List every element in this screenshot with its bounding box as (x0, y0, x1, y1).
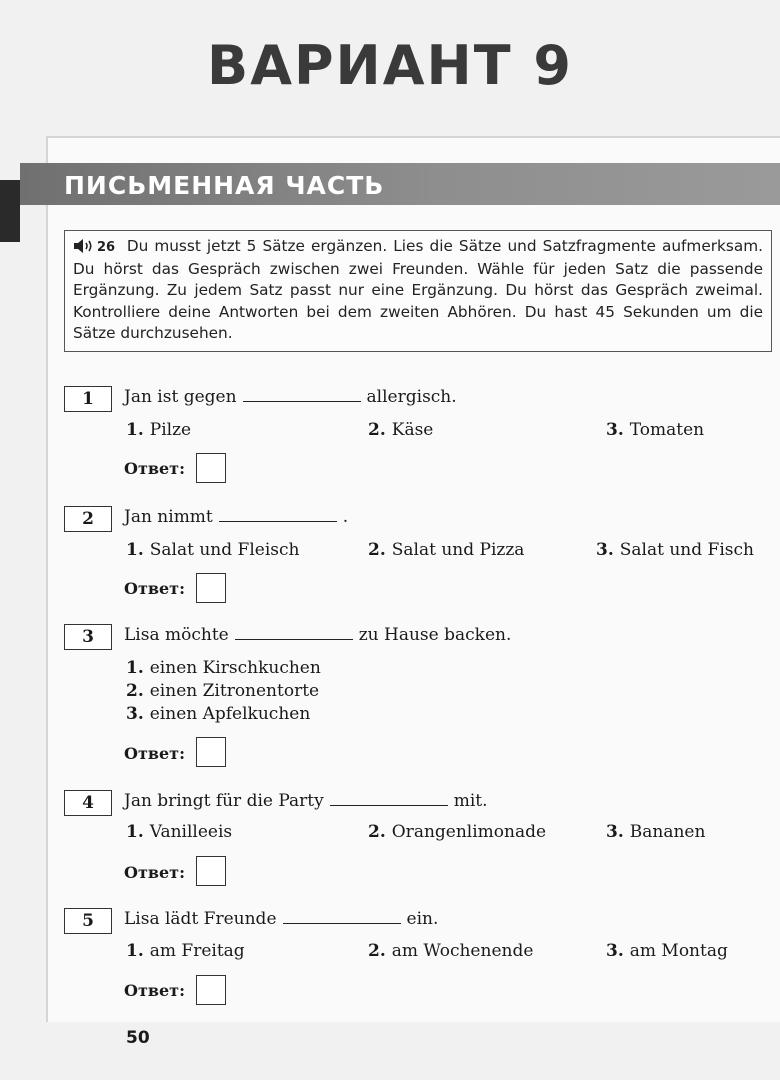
sentence-start: Lisa möchte (124, 625, 229, 645)
option-2: 2. Salat und Pizza (368, 540, 525, 560)
sentence-start: Lisa lädt Freunde (124, 909, 277, 929)
answer-blank (330, 791, 448, 806)
question-sentence (124, 507, 348, 527)
audio-track-number: 26 (97, 240, 116, 255)
answer-label: Ответ: (124, 744, 185, 763)
speaker-icon (73, 238, 95, 254)
answer-box[interactable] (196, 573, 226, 603)
sentence-end: zu Hause backen. (358, 625, 512, 645)
option-1: 1. Vanilleeis (126, 822, 233, 842)
question-sentence (124, 625, 511, 645)
question-number: 4 (64, 790, 112, 816)
option-2: 2. einen Zitronentorte (126, 681, 320, 701)
instructions-box (64, 230, 772, 352)
question-sentence (124, 909, 438, 929)
sentence-start: Jan bringt für die Party (124, 791, 324, 811)
answer-label: Ответ: (124, 579, 185, 598)
option-3: 3. Bananen (606, 822, 706, 842)
section-title: ПИСЬМЕННАЯ ЧАСТЬ (64, 171, 385, 200)
answer-box[interactable] (196, 453, 226, 483)
answer-blank (235, 625, 353, 640)
page-number: 50 (126, 1028, 150, 1048)
option-3: 3. einen Apfelkuchen (126, 704, 311, 724)
answer-blank (283, 909, 401, 924)
sentence-end: allergisch. (366, 387, 457, 407)
answer-blank (219, 507, 337, 522)
answer-label: Ответ: (124, 981, 185, 1000)
question-number: 2 (64, 506, 112, 532)
option-2: 2. am Wochenende (368, 941, 534, 961)
sentence-end: mit. (453, 791, 488, 811)
sentence-start: Jan nimmt (124, 507, 213, 527)
option-1: 1. einen Kirschkuchen (126, 658, 321, 678)
option-2: 2. Orangenlimonade (368, 822, 547, 842)
question-number: 3 (64, 624, 112, 650)
question-number: 5 (64, 908, 112, 934)
instructions-text: Du musst jetzt 5 Sätze ergänzen. Lies die Sätze und Satzfragmente aufmerksam. Du hörst das Gespräch zwischen zwei Freunden. Wähle für jeden Satz die passende Ergänzung. Zu jedem Satz passt nur eine Ergänzung. Du hörst das Gespräch zweimal. Kontrolliere deine Antworten bei dem zweiten Abhören. Du hast 45 Sekunden um die Sätze durchzusehen. (73, 237, 763, 343)
option-1: 1. am Freitag (126, 941, 245, 961)
option-2: 2. Käse (368, 420, 434, 440)
option-1: 1. Salat und Fleisch (126, 540, 300, 560)
variant-title: ВАРИАНТ 9 (207, 34, 573, 97)
option-3: 3. am Montag (606, 941, 728, 961)
page-edge-tab (0, 180, 20, 242)
option-3: 3. Tomaten (606, 420, 705, 440)
answer-box[interactable] (196, 856, 226, 886)
answer-box[interactable] (196, 975, 226, 1005)
option-3: 3. Salat und Fisch (596, 540, 754, 560)
option-1: 1. Pilze (126, 420, 192, 440)
audio-track-marker (73, 240, 121, 255)
answer-label: Ответ: (124, 459, 185, 478)
answer-label: Ответ: (124, 863, 185, 882)
sentence-start: Jan ist gegen (124, 387, 237, 407)
sentence-end: ein. (406, 909, 439, 929)
section-header-bar (20, 163, 780, 205)
answer-box[interactable] (196, 737, 226, 767)
sentence-end: . (342, 507, 349, 527)
question-sentence (124, 387, 457, 407)
answer-blank (243, 387, 361, 402)
question-sentence (124, 791, 488, 811)
question-number: 1 (64, 386, 112, 412)
